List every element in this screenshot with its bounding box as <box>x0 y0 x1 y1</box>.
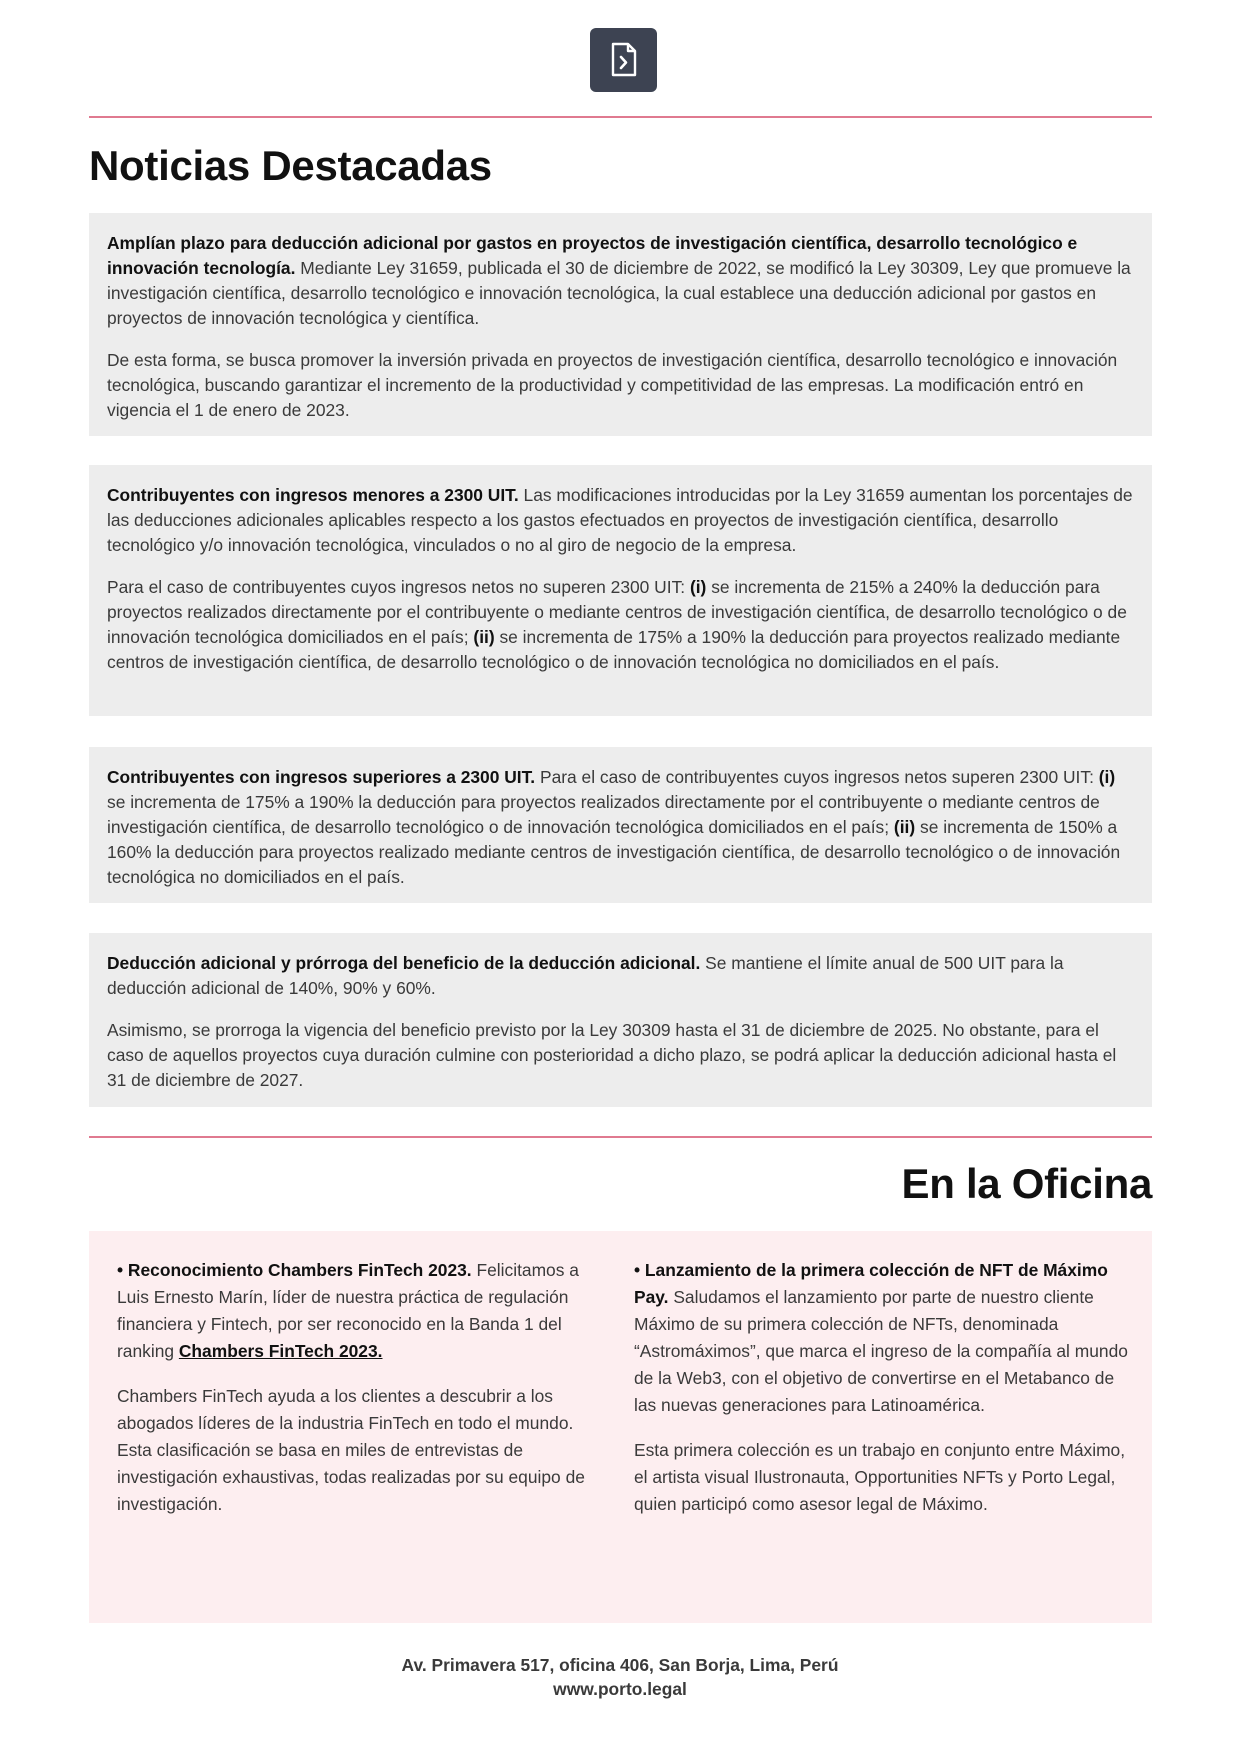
news-item-paragraph: Asimismo, se prorroga la vigencia del beneficio previsto por la Ley 30309 hasta el 31 de diciembre de 2025. No obstante, para el caso de aquellos proyectos cuya duración culmine con posterioridad a dicho plazo, se podrá aplicar la deducción adicional hasta el 31 de diciembre de 2027. <box>107 1020 1117 1090</box>
news-item-heading: Deducción adicional y prórroga del beneficio de la deducción adicional. <box>107 953 701 973</box>
office-item-paragraph: • Lanzamiento de la primera colección de NFT de Máximo Pay. Saludamos el lanzamiento por parte de nuestro cliente Máximo de su primera colección de NFTs, denominada “Astromáximos”, que marca el ingreso de la compañía al mundo de la Web3, con el objetivo de convertirse en el Metabanco de las nuevas generaciones para Latinoamérica. <box>634 1260 1128 1415</box>
footer-address: Av. Primavera 517, oficina 406, San Borja, Lima, Perú <box>401 1655 839 1675</box>
section-title-office: En la Oficina <box>901 1160 1152 1207</box>
footer <box>0 1653 1240 1701</box>
news-item-4 <box>89 933 1152 1107</box>
office-panel <box>89 1231 1152 1623</box>
office-item-heading: Reconocimiento Chambers FinTech 2023. <box>127 1260 472 1280</box>
office-column-left <box>117 1257 607 1536</box>
top-divider <box>89 116 1152 118</box>
document-chevron-icon <box>609 42 639 78</box>
chambers-fintech-link[interactable]: Chambers FinTech 2023. <box>178 1341 383 1361</box>
office-item-paragraph: Chambers FinTech ayuda a los clientes a descubrir a los abogados líderes de la industria FinTech en todo el mundo. Esta clasificación se basa en miles de entrevistas de investigación exhaustivas, todas realizadas por su equipo de investigación. <box>117 1386 585 1514</box>
news-item-2 <box>89 465 1152 716</box>
office-column-right <box>634 1257 1129 1536</box>
news-item-paragraph: Contribuyentes con ingresos superiores a 2300 UIT. Para el caso de contribuyentes cuyos ingresos netos superen 2300 UIT: (i) se incrementa de 175% a 190% la deducción para proyectos realizados directamente por el contribuyente o mediante centros de investigación científica, de desarrollo tecnológico o de innovación tecnológica domiciliados en el país; (ii) se incrementa de 150% a 160% la deducción para proyectos realizado mediante centros de investigación científica, de desarrollo tecnológico o de innovación tecnológica no domiciliados en el país. <box>107 767 1121 887</box>
news-item-paragraph: Contribuyentes con ingresos menores a 2300 UIT. Las modificaciones introducidas por la Ley 31659 aumentan los porcentajes de las deducciones adicionales aplicables respecto a los gastos efectuados en proyectos de investigación científica, desarrollo tecnológico y/o innovación tecnológica, vinculados o no al giro de negocio de la empresa. <box>107 485 1133 555</box>
office-item-paragraph: Esta primera colección es un trabajo en conjunto entre Máximo, el artista visual Ilustronauta, Opportunities NFTs y Porto Legal, quien participó como asesor legal de Máximo. <box>634 1440 1126 1514</box>
footer-website[interactable]: www.porto.legal <box>553 1679 687 1699</box>
news-item-heading: Contribuyentes con ingresos menores a 2300 UIT. <box>107 485 519 505</box>
news-item-1 <box>89 213 1152 436</box>
news-item-paragraph: Deducción adicional y prórroga del beneficio de la deducción adicional. Se mantiene el límite anual de 500 UIT para la deducción adicional de 140%, 90% y 60%. <box>107 953 1064 998</box>
middle-divider <box>89 1136 1152 1138</box>
news-item-heading: Contribuyentes con ingresos superiores a 2300 UIT. <box>107 767 536 787</box>
section-title-news: Noticias Destacadas <box>89 142 492 189</box>
office-item-heading: Lanzamiento de la primera colección de NFT de Máximo Pay. <box>634 1260 1108 1307</box>
news-item-paragraph: De esta forma, se busca promover la inversión privada en proyectos de investigación científica, desarrollo tecnológico e innovación tecnológica, buscando garantizar el incremento de la productividad y competitividad de las empresas. La modificación entró en vigencia el 1 de enero de 2023. <box>107 350 1118 420</box>
logo <box>590 28 657 92</box>
news-item-paragraph: Amplían plazo para deducción adicional por gastos en proyectos de investigación científica, desarrollo tecnológico e innovación tecnología. Mediante Ley 31659, publicada el 30 de diciembre de 2022, se modificó la Ley 30309, Ley que promueve la investigación científica, desarrollo tecnológico e innovación tecnológica, la cual establece una deducción adicional por gastos en proyectos de innovación tecnológica y científica. <box>107 233 1131 328</box>
news-item-3 <box>89 747 1152 903</box>
news-item-heading: Amplían plazo para deducción adicional por gastos en proyectos de investigación científica, desarrollo tecnológico e innovación tecnología. <box>107 233 1078 278</box>
news-item-paragraph: Para el caso de contribuyentes cuyos ingresos netos no superen 2300 UIT: (i) se incrementa de 215% a 240% la deducción para proyectos realizados directamente por el contribuyente o mediante centros de investigación científica, de desarrollo tecnológico o de innovación tecnológica domiciliados en el país; (ii) se incrementa de 175% a 190% la deducción para proyectos realizado mediante centros de investigación científica, de desarrollo tecnológico o de innovación tecnológica no domiciliados en el país. <box>107 577 1127 672</box>
office-item-paragraph: • Reconocimiento Chambers FinTech 2023. Felicitamos a Luis Ernesto Marín, líder de nuestra práctica de regulación financiera y Fintech, por ser reconocido en la Banda 1 del ranking Chambers FinTech 2023. <box>117 1260 579 1361</box>
